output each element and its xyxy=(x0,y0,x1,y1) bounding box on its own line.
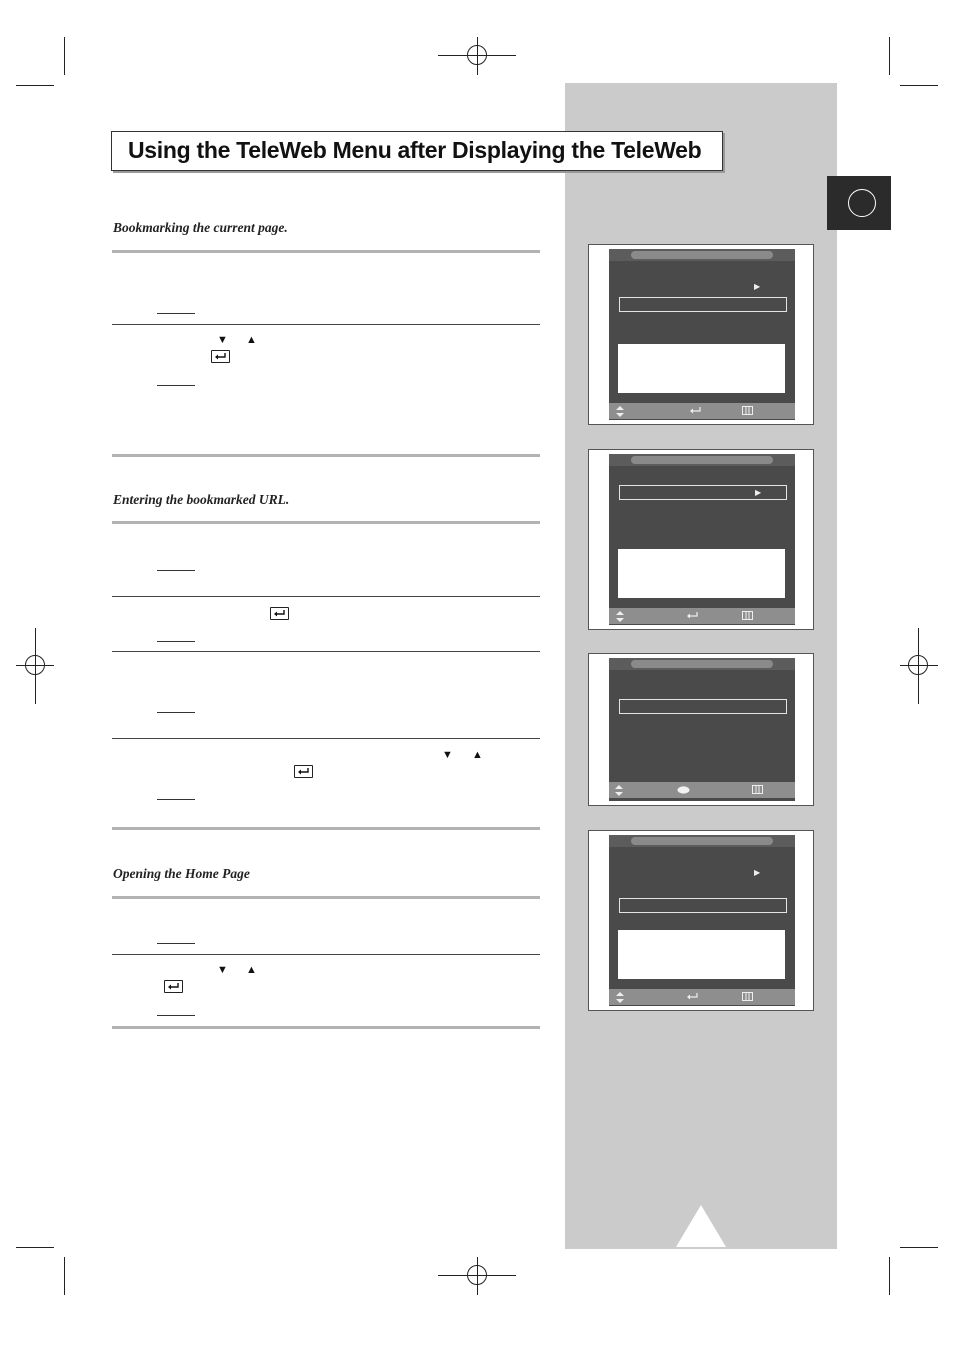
note-underline xyxy=(157,570,195,571)
tv-screen-1 xyxy=(588,244,814,425)
crop-mark xyxy=(64,37,65,75)
down-arrow-icon: ▼ xyxy=(217,334,228,346)
tv-screen-4 xyxy=(588,830,814,1011)
enter-icon xyxy=(686,992,699,1001)
tv-title-pill xyxy=(631,456,773,464)
updown-arrows-icon xyxy=(616,611,624,622)
section-heading-home-page: Opening the Home Page xyxy=(113,866,250,881)
page-title: Using the TeleWeb Menu after Displaying the TeleWeb xyxy=(128,137,702,163)
section-rule xyxy=(112,1026,540,1029)
section-rule xyxy=(112,896,540,899)
enter-icon xyxy=(270,607,289,620)
up-arrow-icon: ▲ xyxy=(472,749,483,761)
crop-mark xyxy=(16,1247,54,1248)
tv-screen-3 xyxy=(588,653,814,806)
tv-selection-highlight xyxy=(619,699,787,714)
enter-icon xyxy=(689,406,702,415)
menu-icon xyxy=(752,785,763,794)
tv-footer-bar xyxy=(609,782,795,798)
step-divider xyxy=(112,651,540,652)
page-number-triangle xyxy=(676,1205,726,1247)
registration-circle xyxy=(25,655,45,675)
crop-mark xyxy=(900,1247,938,1248)
page-title-box xyxy=(111,131,723,171)
note-underline xyxy=(157,1015,195,1016)
enter-icon xyxy=(294,765,313,778)
step-divider xyxy=(112,324,540,325)
section-rule xyxy=(112,521,540,524)
crop-mark xyxy=(16,85,54,86)
crop-mark xyxy=(889,1257,890,1295)
section-heading-bookmarking: Bookmarking the current page. xyxy=(113,220,288,235)
tv-selection-highlight xyxy=(619,485,787,500)
updown-arrows-icon xyxy=(616,406,624,417)
menu-icon xyxy=(742,992,753,1001)
tv-menu xyxy=(609,454,795,625)
tv-title-bar xyxy=(609,454,795,466)
tv-title-bar xyxy=(609,835,795,847)
tv-title-bar xyxy=(609,658,795,670)
tv-info-box xyxy=(618,930,785,979)
down-arrow-icon: ▼ xyxy=(442,749,453,761)
step-divider xyxy=(112,738,540,739)
oval-button-icon xyxy=(677,786,690,794)
note-underline xyxy=(157,641,195,642)
tv-title-pill xyxy=(631,251,773,259)
enter-icon xyxy=(164,980,183,993)
note-underline xyxy=(157,943,195,944)
tv-menu xyxy=(609,249,795,420)
down-arrow-icon: ▼ xyxy=(217,964,228,976)
menu-icon xyxy=(742,611,753,620)
tv-menu xyxy=(609,658,795,801)
tv-info-box xyxy=(618,344,785,393)
section-rule xyxy=(112,827,540,830)
tv-selection-highlight xyxy=(619,297,787,312)
step-divider xyxy=(112,596,540,597)
crop-mark xyxy=(889,37,890,75)
updown-arrows-icon xyxy=(616,992,624,1003)
note-underline xyxy=(157,712,195,713)
tv-menu xyxy=(609,835,795,1006)
enter-icon xyxy=(686,611,699,620)
note-underline xyxy=(157,313,195,314)
updown-arrows-icon xyxy=(615,785,623,796)
tv-title-bar xyxy=(609,249,795,261)
section-rule xyxy=(112,454,540,457)
section-rule xyxy=(112,250,540,253)
tv-selection-highlight xyxy=(619,898,787,913)
menu-icon xyxy=(742,406,753,415)
crop-mark xyxy=(64,1257,65,1295)
play-icon: ▶ xyxy=(755,488,762,497)
section-heading-entering-url: Entering the bookmarked URL. xyxy=(113,492,290,507)
tv-footer-bar xyxy=(609,989,795,1005)
up-arrow-icon: ▲ xyxy=(246,964,257,976)
registration-circle xyxy=(467,1265,487,1285)
tv-footer-bar xyxy=(609,403,795,419)
note-underline xyxy=(157,385,195,386)
tv-title-pill xyxy=(631,660,773,668)
tv-title-pill xyxy=(631,837,773,845)
tv-screen-2 xyxy=(588,449,814,630)
play-icon: ▶ xyxy=(754,868,761,877)
tv-footer-bar xyxy=(609,608,795,624)
registration-circle xyxy=(908,655,928,675)
up-arrow-icon: ▲ xyxy=(246,334,257,346)
tv-info-box xyxy=(618,549,785,598)
play-icon: ▶ xyxy=(754,282,761,291)
language-tab-circle xyxy=(848,189,876,217)
step-divider xyxy=(112,954,540,955)
note-underline xyxy=(157,799,195,800)
registration-circle xyxy=(467,45,487,65)
enter-icon xyxy=(211,350,230,363)
crop-mark xyxy=(900,85,938,86)
